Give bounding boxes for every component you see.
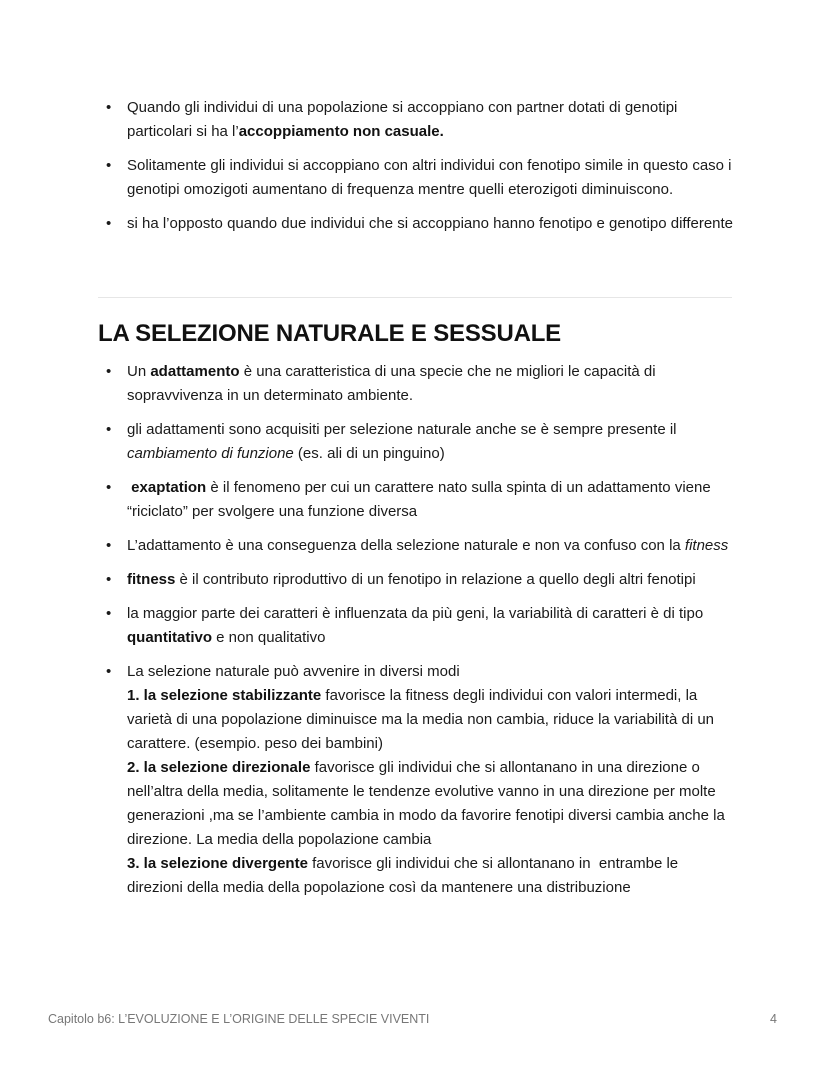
list-item — [106, 360, 736, 408]
page-number: 4 — [770, 1012, 777, 1026]
text: favorisce la fitness degli individui con valori intermedi, la varietà di una popolazione diminuisce ma la media non cambia, riduce la variabilità di un carattere. (esempio. peso dei bambini) — [127, 687, 714, 752]
list-item — [106, 96, 736, 144]
list-item — [106, 476, 736, 524]
horizontal-divider — [98, 297, 732, 298]
list-item — [106, 154, 736, 202]
bold-term: adattamento — [150, 363, 240, 380]
list-item — [106, 212, 736, 236]
italic-term: cambiamento di funzione — [127, 445, 294, 462]
text: favorisce gli individui che si allontanano in entrambe le direzioni della media della popolazione così da mantenere una distribuzione — [127, 855, 683, 896]
bullet-list-selection — [106, 360, 736, 910]
text: è il fenomeno per cui un carattere nato sulla spinta di un adattamento viene “riciclato” per svolgere una funzione diversa — [127, 479, 711, 520]
bold-term: accoppiamento non casuale. — [238, 123, 444, 140]
bold-term: quantitativo — [127, 629, 212, 646]
list-item — [106, 660, 736, 900]
text: Quando gli individui di una popolazione si accoppiano con partner dotati di genotipi particolari si ha l’ — [127, 99, 678, 140]
bold-term: exaptation — [131, 479, 207, 496]
text: La selezione naturale può avvenire in diversi modi — [127, 663, 460, 680]
text: è una caratteristica di una specie che ne migliori le capacità di sopravvivenza in un determinato ambiente. — [127, 363, 656, 404]
text: Un — [127, 363, 151, 380]
text: e non qualitativo — [212, 629, 326, 646]
footer-chapter-title: Capitolo b6: L’EVOLUZIONE E L’ORIGINE DELLE SPECIE VIVENTI — [48, 1012, 430, 1026]
bold-term: fitness — [127, 571, 176, 588]
section-heading: LA SELEZIONE NATURALE E SESSUALE — [98, 320, 561, 347]
text: si ha l’opposto quando due individui che si accoppiano hanno fenotipo e genotipo differente — [127, 215, 734, 232]
list-item — [106, 602, 736, 650]
text: gli adattamenti sono acquisiti per selezione naturale anche se è sempre presente il — [127, 421, 677, 438]
text: (es. ali di un pinguino) — [293, 445, 445, 462]
bold-term: 2. la selezione direzionale — [127, 759, 311, 776]
italic-term: fitness — [684, 537, 729, 554]
text: la maggior parte dei caratteri è influenzata da più geni, la variabilità di caratteri è di tipo — [127, 605, 704, 622]
text: L’adattamento è una conseguenza della selezione naturale e non va confuso con la — [127, 537, 685, 554]
list-item — [106, 534, 736, 558]
text: favorisce gli individui che si allontanano in una direzione o nell’altra della media, solitamente le tendenze evolutive vanno in una direzione per molte generazioni ,ma se l’ambiente cambia in modo da favorire fenotipi diversi cambia anche la direzione. La media della popolazione cambia — [127, 759, 725, 848]
bullet-list-mating — [106, 96, 736, 246]
list-item — [106, 418, 736, 466]
text: Solitamente gli individui si accoppiano con altri individui con fenotipo simile in questo caso i genotipi omozigoti aumentano di frequenza mentre quelli eterozigoti diminuiscono. — [127, 157, 732, 198]
bold-term: 1. la selezione stabilizzante — [127, 687, 322, 704]
bold-term: 3. la selezione divergente — [127, 855, 308, 872]
text: è il contributo riproduttivo di un fenotipo in relazione a quello degli altri fenotipi — [175, 571, 696, 588]
list-item — [106, 568, 736, 592]
